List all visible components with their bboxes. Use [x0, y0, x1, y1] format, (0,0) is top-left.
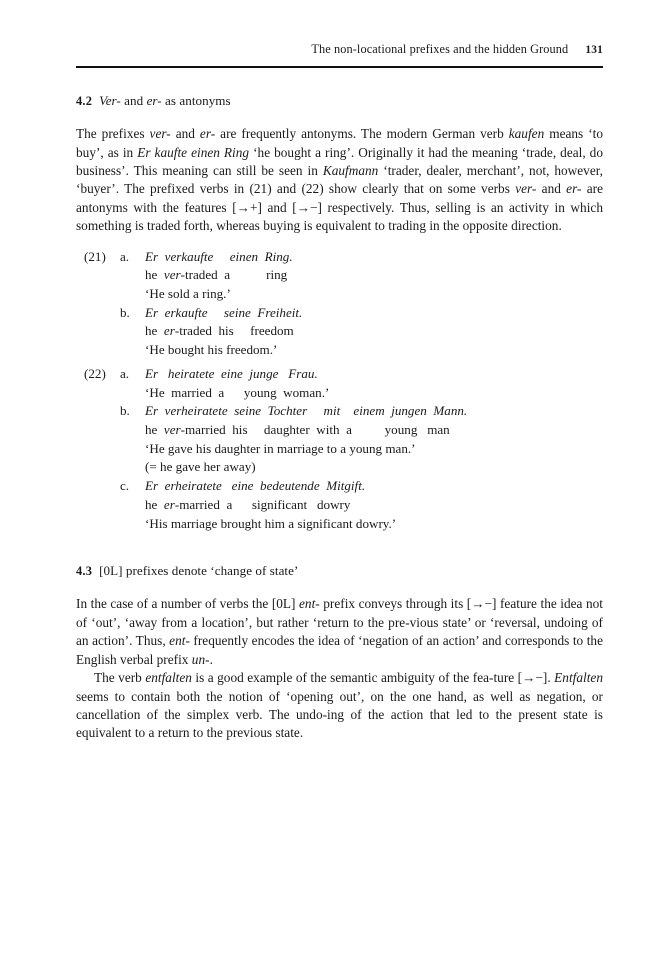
translation-line-22b: ‘He gave his daughter in marriage to a young man.’: [145, 440, 416, 456]
example-item-22b: [76, 402, 603, 477]
example-letter-22b: b.: [120, 403, 130, 419]
section-heading-4-3: [76, 562, 603, 579]
examples-block: [76, 248, 603, 534]
source-line-22a: Er heiratete eine junge Frau.: [145, 365, 318, 381]
gloss-pre-21b: he: [145, 323, 164, 339]
example-number-22: (22): [84, 365, 106, 381]
example-item-21b: [76, 304, 603, 360]
example-letter-21b: b.: [120, 304, 130, 320]
gloss-line-21b: [145, 322, 603, 341]
section-number-4-3: 4.3: [76, 564, 93, 579]
translation-line-21b: ‘He bought his freedom.’: [145, 342, 278, 358]
section-number-4-2: 4.2: [76, 94, 93, 108]
example-lines-22a: [145, 365, 603, 402]
example-lines-21b: [145, 304, 603, 360]
translation-line-21a: ‘He sold a ring.’: [145, 286, 231, 301]
running-head-title: The non-locational prefixes and the hidden Ground: [311, 42, 569, 56]
gloss-pre-21a: he: [145, 267, 164, 283]
gloss-prefix-22b: ver: [163, 422, 181, 438]
paragraph-3: The verb entfalten is a good example of the semantic ambiguity of the fea-ture [→−]. Entfalten seems to contain both the notion of ‘opening out’, on the one hand, as well as negation, or cancellation of the simplex verb. The undo-ing of the action that led to the present state is equivalent to a return to the previous state.: [76, 670, 603, 741]
header-rule: [76, 66, 603, 68]
page-number: 131: [585, 44, 603, 56]
example-letter-22c: c.: [120, 478, 130, 494]
example-item-22c: [76, 477, 603, 533]
gloss-post-21b: -traded his freedom: [174, 323, 294, 339]
source-line-22c: Er erheiratete eine bedeutende Mitgift.: [145, 478, 366, 494]
translation-line-22c: ‘His marriage brought him a significant dowry.’: [145, 515, 397, 531]
source-line-21b: Er erkaufte seine Freiheit.: [145, 304, 303, 320]
gloss-post-22b: -married his daughter with a young man: [180, 422, 450, 438]
translation-line-22a: ‘He married a young woman.’: [145, 384, 330, 400]
section-heading-4-2: [76, 92, 603, 109]
source-line-21a: Er verkaufte einen Ring.: [145, 248, 293, 264]
gloss-line-22c: [145, 496, 603, 515]
example-group-21: [76, 248, 603, 360]
source-line-22b: Er verheiratete seine Tochter mit einem jungen Mann.: [145, 403, 468, 419]
gloss-line-22b: [145, 421, 603, 440]
gloss-post-21a: -traded a ring: [180, 267, 288, 283]
section-title-4-2: Ver- and er- as antonyms: [99, 93, 231, 108]
paragraph-2: In the case of a number of verbs the [0L] ent- prefix conveys through its [→−] feature the idea not of ‘out’, ‘away from a location’, but rather ‘return to the pre-vious state’ or ‘reversal, undoing of an action’. Thus, ent- frequently encodes the idea of ‘negation of an action’ and corresponds to the English verbal prefix un-.: [76, 596, 603, 667]
gloss-prefix-21b: er: [163, 323, 175, 339]
example-item-22a: [76, 365, 603, 402]
example-group-22: [76, 365, 603, 533]
gloss-prefix-21a: ver: [163, 267, 181, 283]
running-head: [76, 42, 603, 57]
example-letter-21a: a.: [120, 248, 130, 264]
example-item-21a: [76, 248, 603, 304]
text-column: [76, 92, 603, 743]
example-lines-22c: [145, 477, 603, 533]
paragraph-1: The prefixes ver- and er- are frequently antonyms. The modern German verb kaufen means ‘to buy’, as in Er kaufte einen Ring ‘he bought a ring’. Originally it had the meaning ‘trade, deal, do business’. This meaning can still be seen in Kaufmann ‘trader, dealer, merchant’, not, however, ‘buyer’. The prefixed verbs in (21) and (22) show clearly that on some verbs ver- and er- are antonyms with the features [→+] and [→−] respectively. Thus, selling is an activity in which something is traded forth, whereas buying is equivalent to trading in the opposite direction.: [76, 126, 603, 234]
gloss-prefix-22c: er: [163, 496, 175, 512]
example-lines-21a: [145, 248, 603, 304]
example-letter-22a: a.: [120, 365, 130, 381]
gloss-pre-22b: he: [145, 422, 164, 438]
gloss-pre-22c: he: [145, 496, 164, 512]
section-title-4-3: [0L] prefixes denote ‘change of state’: [99, 563, 299, 579]
gloss-post-22c: -married a significant dowry: [174, 496, 351, 512]
note-line-22b: (= he gave her away): [145, 459, 256, 475]
example-number-21: (21): [84, 248, 106, 264]
example-lines-22b: [145, 402, 603, 477]
gloss-line-21a: [145, 266, 603, 285]
